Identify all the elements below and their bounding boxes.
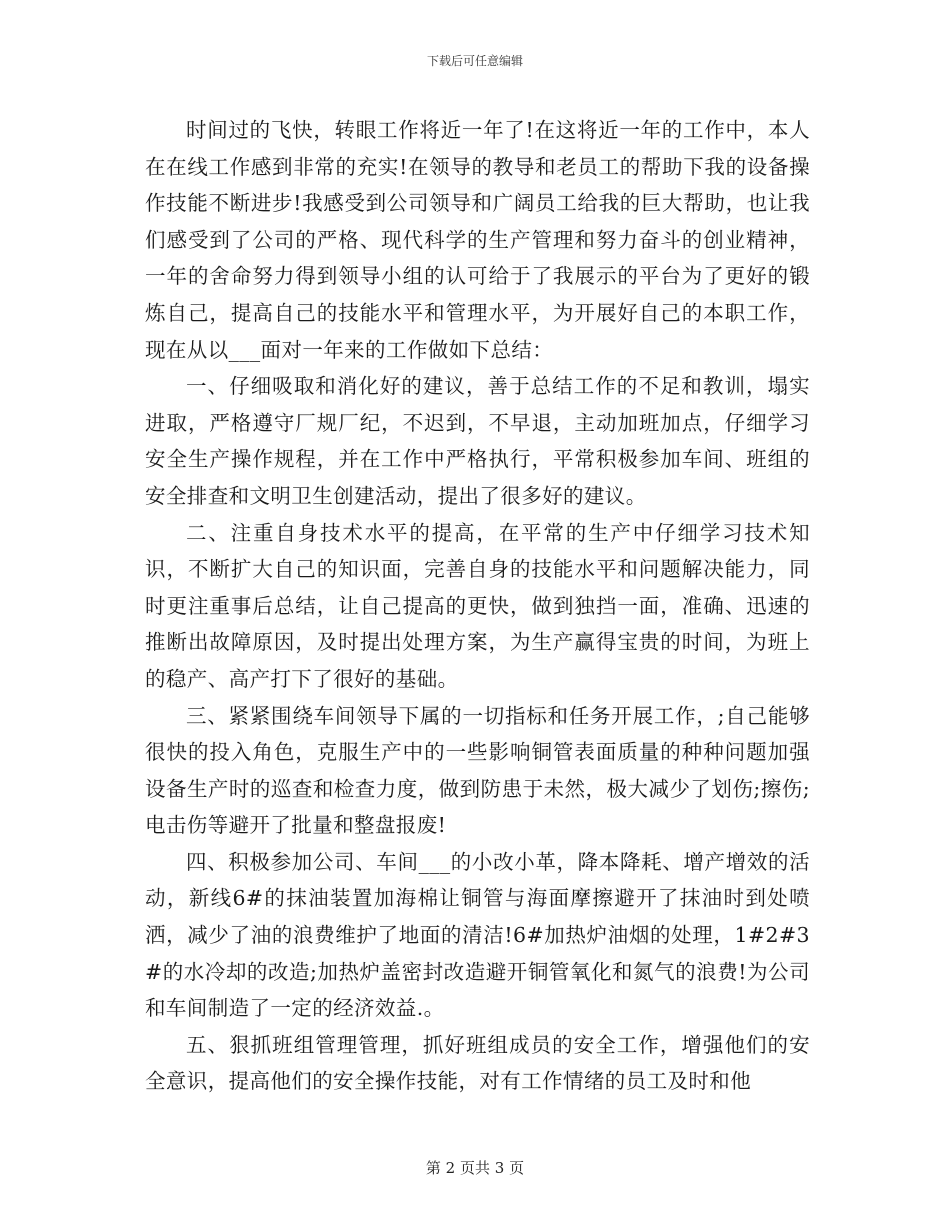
paragraph-item-5: 五、狠抓班组管理管理，抓好班组成员的安全工作，增强他们的安全意识，提高他们的安全操作技能，对有工作情绪的员工及时和他	[145, 1032, 810, 1094]
page-header: 下载后可任意编辑	[426, 54, 523, 68]
document-body	[145, 112, 810, 1100]
paragraph-intro: 时间过的飞快，转眼工作将近一年了!在这将近一年的工作中，本人在在线工作感到非常的充实!在领导的教导和老员工的帮助下我的设备操作技能不断进步!我感受到公司领导和广阔员工给我的巨大帮助，也让我们感受到了公司的严格、现代科学的生产管理和努力奋斗的创业精神，一年的舍命努力得到领导小组的认可给于了我展示的平台为了更好的锻炼自己，提高自己的技能水平和管理水平，为开展好自己的本职工作，现在从以___面对一年来的工作做如下总结：	[145, 118, 810, 362]
paragraph-item-4: 四、积极参加公司、车间___的小改小革，降本降耗、增产增效的活动，新线6#的抹油装置加海棉让铜管与海面摩擦避开了抹油时到处喷洒，减少了油的浪费维护了地面的清洁!6#加热炉油烟的处理，1#2#3#的水冷却的改造;加热炉盖密封改造避开铜管氧化和氮气的浪费!为公司和车间制造了一定的经济效益.。	[145, 849, 810, 1021]
paragraph-item-3: 三、紧紧围绕车间领导下属的一切指标和任务开展工作，;自己能够很快的投入角色，克服生产中的一些影响铜管表面质量的种种问题加强设备生产时的巡查和检查力度，做到防患于未然，极大减少了划伤;擦伤;电击伤等避开了批量和整盘报废!	[145, 703, 810, 838]
paragraph-item-1: 一、仔细吸取和消化好的建议，善于总结工作的不足和教训，塌实进取，严格遵守厂规厂纪，不迟到，不早退，主动加班加点，仔细学习安全生产操作规程，并在工作中严格执行，平常积极参加车间、班组的安全排查和文明卫生创建活动，提出了很多好的建议。	[145, 374, 810, 508]
paragraph-item-2: 二、注重自身技术水平的提高，在平常的生产中仔细学习技术知识，不断扩大自己的知识面，完善自身的技能水平和问题解决能力，同时更注重事后总结，让自己提高的更快，做到独挡一面，准确、迅速的推断出故障原因，及时提出处理方案，为生产赢得宝贵的时间，为班上的稳产、高产打下了很好的基础。	[145, 520, 810, 691]
page-number-footer: 第 2 页共 3 页	[425, 1159, 525, 1177]
